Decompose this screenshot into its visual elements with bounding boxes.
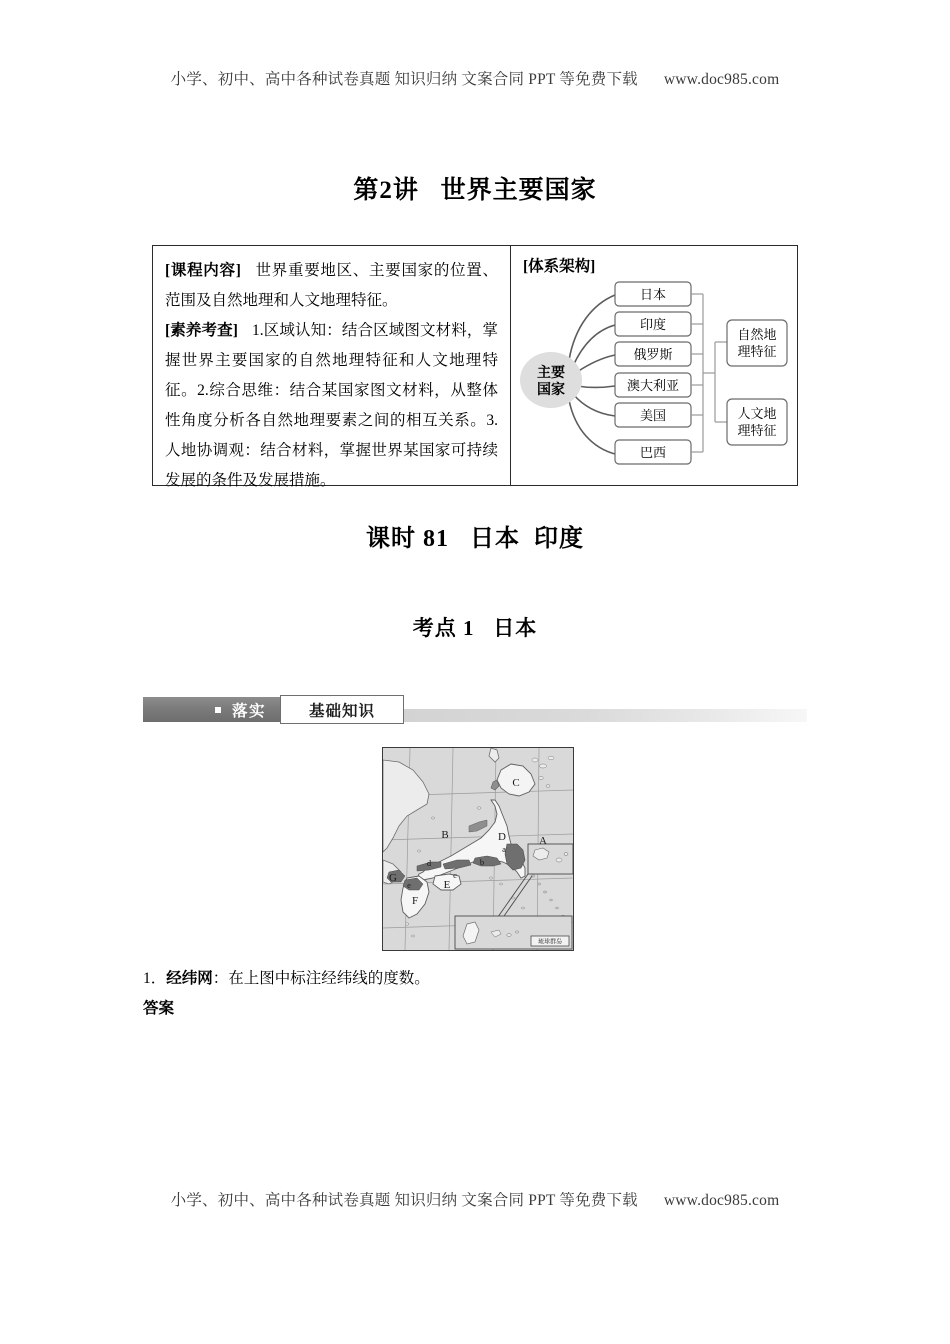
map-label-a: a [502, 844, 506, 854]
page-header-runner [0, 67, 950, 89]
aspect-label-1-line2: 理特征 [737, 423, 777, 438]
info-box [152, 245, 798, 489]
map-inset-caption: 琉球群岛 [537, 939, 563, 946]
banner-gradient-tail [404, 709, 807, 722]
banner-white-label: 基础知识 [308, 702, 375, 720]
lesson-prefix: 课时 [366, 526, 416, 552]
japan-map-figure [382, 747, 574, 951]
map-label-F: F [411, 895, 419, 907]
map-label-e: e [407, 880, 411, 890]
banner-dark-segment [143, 697, 280, 722]
section-banner [143, 697, 807, 722]
question-1 [143, 966, 430, 992]
country-label-5: 巴西 [639, 445, 667, 460]
map-label-d: d [426, 858, 432, 868]
question-separator: ： [212, 970, 229, 987]
framework-pane [511, 246, 797, 485]
map-inset-northeast [528, 844, 573, 874]
country-label-4: 美国 [639, 408, 667, 423]
framework-mindmap [511, 264, 799, 482]
footer-runner-url: www.doc985.com [663, 1192, 780, 1209]
framework-label: [体系架构] [523, 258, 596, 275]
chapter-title [0, 170, 950, 206]
question-keyword: 经纬网 [166, 970, 213, 987]
curriculum-tag: [课程内容] [165, 262, 241, 279]
center-label-line2: 国家 [537, 383, 565, 398]
banner-white-tab [280, 695, 404, 724]
kaodian-prefix: 考点 [412, 616, 457, 640]
link-center-to-country-5 [569, 400, 615, 454]
header-runner-text: 小学、初中、高中各种试卷真题 知识归纳 文案合同 PPT 等免费下载 [170, 71, 638, 88]
aspect-label-1-line1: 人文地 [737, 406, 777, 421]
literacy-paragraph [165, 316, 498, 496]
curriculum-pane [153, 246, 511, 489]
map-label-G: G [389, 872, 397, 884]
question-number: 1． [143, 970, 167, 987]
kaodian-title-text: 日本 [493, 616, 538, 640]
country-label-3: 澳大利亚 [626, 378, 680, 393]
chapter-unit: 讲 [392, 177, 419, 204]
link-center-to-country-3 [577, 386, 615, 388]
map-label-b: b [479, 857, 485, 867]
map-label-A: A [539, 835, 547, 847]
aspect-label-0-line1: 自然地 [737, 327, 777, 342]
page-footer-runner [0, 1188, 950, 1210]
curriculum-body: 世界重要地区、主要国家的位置、范围及自然地理和人文地理特征。 [165, 262, 498, 309]
answer-label: 答案 [143, 1000, 175, 1017]
lesson-topic-2: 印度 [534, 526, 584, 552]
kaodian-number: 1 [463, 616, 475, 640]
kaodian-title [0, 612, 950, 642]
chapter-number: 2 [379, 177, 393, 204]
literacy-tag: [素养考查] [165, 322, 238, 339]
footer-runner-text: 小学、初中、高中各种试卷真题 知识归纳 文案合同 PPT 等免费下载 [170, 1192, 638, 1209]
country-label-2: 俄罗斯 [633, 347, 673, 362]
header-runner-url: www.doc985.com [663, 71, 780, 88]
link-center-to-country-2 [577, 355, 615, 372]
literacy-body: 1.区域认知：结合区域图文材料，掌握世界主要国家的自然地理特征和人文地理特征。2.综合思维：结合某国家图文材料，从整体性角度分析各自然地理要素之间的相互关系。3.人地协调观：结合材料，掌握世界某国家可持续发展的条件及发展措施。 [165, 322, 498, 489]
banner-dark-label: 落实 [231, 702, 266, 720]
country-label-1: 印度 [639, 317, 667, 332]
lesson-number: 81 [423, 526, 449, 552]
map-label-B: B [441, 829, 449, 841]
map-inset-ryukyu [455, 916, 572, 949]
link-center-to-country-1 [573, 325, 615, 366]
lesson-title [0, 518, 950, 553]
square-bullet-icon [215, 707, 221, 713]
map-label-c: c [453, 870, 457, 880]
curriculum-paragraph [165, 256, 498, 316]
aspect-label-0-line2: 理特征 [737, 344, 777, 359]
question-text: 在上图中标注经纬线的度数。 [228, 970, 430, 987]
map-label-E: E [443, 879, 451, 891]
center-label-line1: 主要 [537, 366, 565, 381]
chapter-title-text: 世界主要国家 [440, 177, 597, 204]
country-label-0: 日本 [639, 287, 667, 302]
chapter-prefix: 第 [353, 177, 380, 204]
link-center-to-country-4 [573, 394, 615, 416]
lesson-topic-1: 日本 [470, 526, 520, 552]
map-label-D: D [498, 831, 506, 843]
map-label-C: C [512, 777, 520, 789]
